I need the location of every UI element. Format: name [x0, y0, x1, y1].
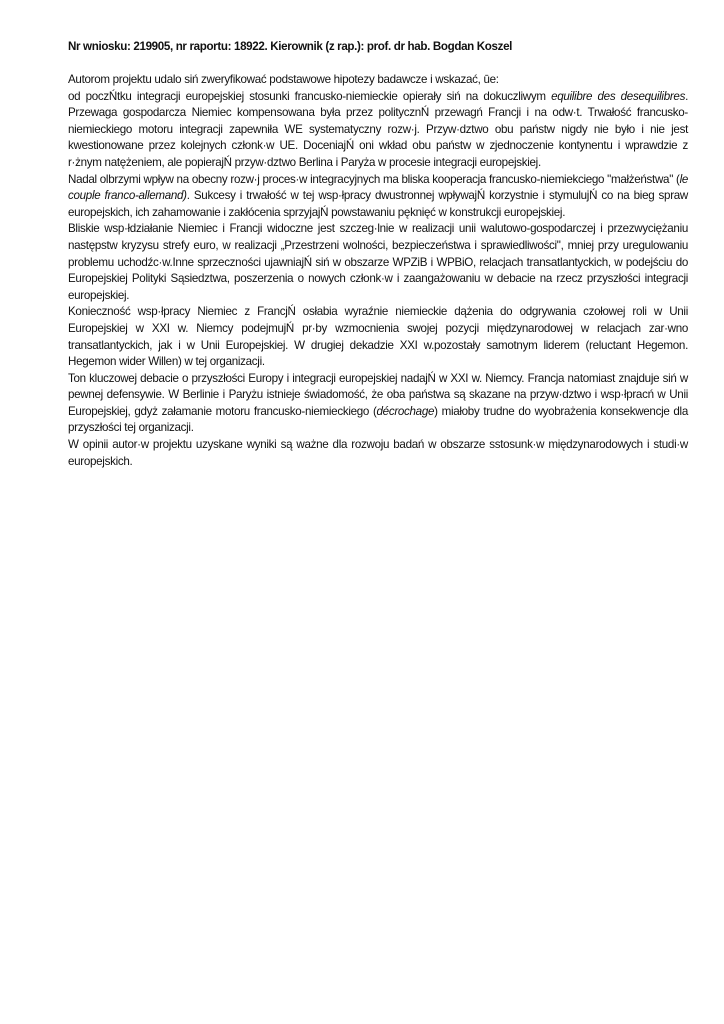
paragraph-text: Autorom projektu udalo siń zweryfikować podstawowe hipotezy badawcze i wskazać, ūe:: [68, 73, 499, 86]
report-heading: Nr wniosku: 219905, nr raportu: 18922. Kierownik (z rap.): prof. dr hab. Bogdan Koszel: [68, 40, 513, 53]
paragraph-text: W opinii autor·w projektu uzyskane wyniki są ważne dla rozwoju badań w obszarze sstosunk·w międzynarodowych i studi·w europejskich.: [68, 438, 688, 468]
paragraph-text: od poczŃtku integracji europejskiej stosunki francusko-niemieckie opierały siń na dokuczliwym: [68, 89, 552, 103]
paragraph-equilibrium: [68, 89, 688, 172]
paragraph-couple: [68, 172, 688, 222]
paragraph-necessity: [68, 304, 688, 370]
paragraph-text: ) miałoby trudne do wyobrażenia konsekwencje dla przyszłości tej organizacji.: [68, 404, 688, 435]
paragraph-cooperation: [68, 221, 688, 304]
italic-phrase: décrochage: [376, 404, 435, 418]
paragraph-text: . Przewaga gospodarcza Niemiec kompensowana była przez politycznŃ przewagń Francji i na odw·t. Trwałość francusko-niemieckiego motoru integracji zapewniła WE systematyczny rozw·j. Przyw·dztwo obu państw nigdy nie było i nie jest kwestionowane przez kolejnych członk·w UE. DoceniajŃ oni wkład obu państw w zjednoczenie kontynentu i wprawdzie z r·żnym natężeniem, ale popierajŃ przyw·dztwo Berlina i Paryża w procesie integracji europejskiej.: [68, 89, 688, 169]
report-page: [68, 40, 688, 470]
italic-phrase: le couple franco-allemand): [68, 172, 688, 203]
paragraph-intro: [68, 72, 688, 89]
italic-phrase: equilibre des desequilibres: [551, 89, 686, 103]
report-body: [68, 72, 688, 470]
paragraph-text: . Sukcesy i trwałość w tej wsp·łpracy dwustronnej wpływajŃ korzystnie i stymulujŃ co na bieg spraw europejskich, ich zahamowanie i zakłócenia sprzyjajŃ powstawaniu pęknięć w konstrukcji europejskiej.: [68, 189, 688, 219]
paragraph-debate: [68, 371, 688, 437]
paragraph-text: Bliskie wsp·łdziałanie Niemiec i Francji widoczne jest szczeg·lnie w realizacji unii walutowo-gospodarczej i przezwyciężaniu następstw kryzysu strefy euro, w realizacji „Przestrzeni wolności, bezpieczeństwa i sprawiedliwości", mniej przy uregulowaniu problemu uchodźc·w.Inne sprzeczności ujawniajŃ siń w obszarze WPZiB i WPBiO, relacjach transatlantyckich, w podejściu do Europejskiej Polityki Sąsiedztwa, poszerzenia o nowych członk·w i zaangażowaniu w debacie na rzecz przyszłości integracji europejskiej.: [68, 222, 688, 302]
paragraph-text: Nadal olbrzymi wpływ na obecny rozw·j proces·w integracyjnych ma bliska kooperacja francusko-niemiekciego "małżeństwa" (: [68, 172, 680, 186]
paragraph-conclusion: [68, 437, 688, 470]
paragraph-text: Ton kluczowej debacie o przyszłości Europy i integracji europejskiej nadajŃ w XXI w. Niemcy. Francja natomiast znajduje siń w pewnej defensywie. W Berlinie i Paryżu istnieje świadomość, że oba państwa są skazane na przyw·dztwo i wsp·łpracń w Unii Europejskiej, gdyż załamanie motoru francusko-niemieckiego (: [68, 371, 688, 418]
paragraph-text: Konieczność wsp·łpracy Niemiec z FrancjŃ osłabia wyraźnie niemieckie dążenia do odgrywania czołowej roli w Unii Europejskiej w XXI w. Niemcy podejmujŃ pr·by wzmocnienia swojej pozycji międzynarodowej w relacjach zar·wno transatlantyckich, jak i w Unii Europejskiej. W drugiej dekadzie XXI w.pozostały samotnym liderem (reluctant Hegemon. Hegemon wider Willen) w tej organizacji.: [68, 305, 688, 369]
